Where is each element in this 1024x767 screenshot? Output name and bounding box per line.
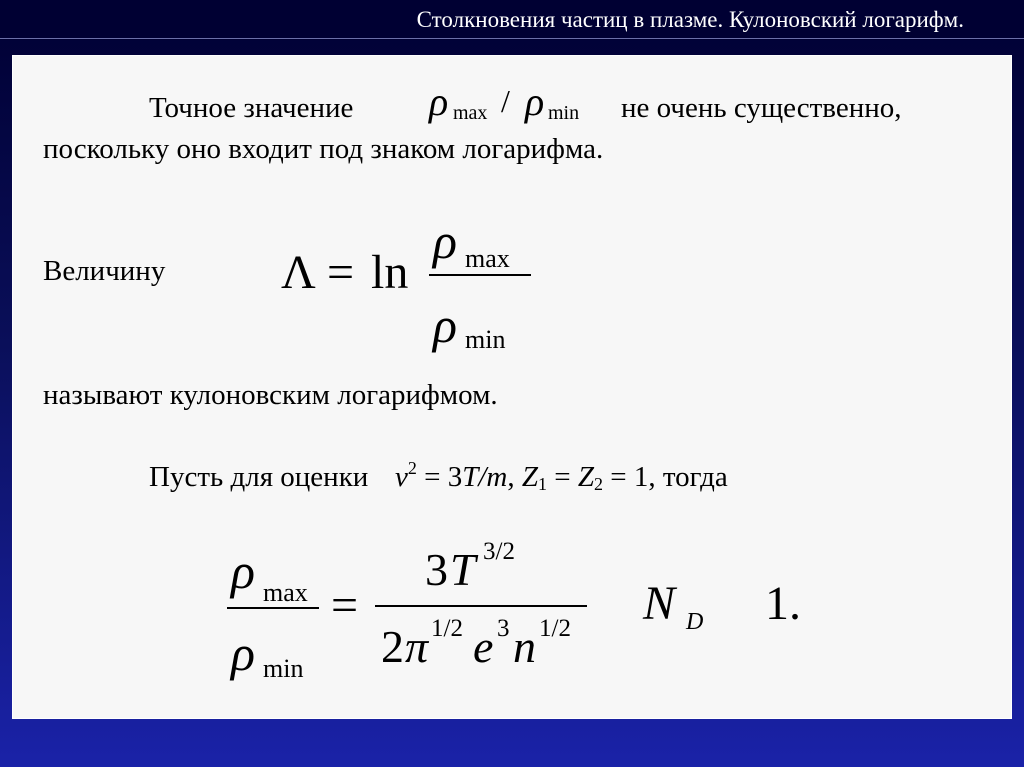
paragraph1-line1-start: Точное значение <box>149 92 354 124</box>
formula-rhs-fraction-bar <box>375 605 587 607</box>
formula-den-n: n <box>513 621 536 672</box>
formula-lhs-fraction-bar <box>227 607 319 609</box>
paragraph3-expression <box>395 458 728 494</box>
lambda-den-sub: min <box>465 325 506 354</box>
slash-m: /m <box>478 461 508 493</box>
lambda-fraction-bar <box>429 274 531 276</box>
eq3: = 1, тогда <box>610 461 728 493</box>
Z2-symbol: Z <box>577 461 595 493</box>
paragraph2-label: Величину <box>43 255 166 287</box>
v-exponent: 2 <box>407 458 417 478</box>
comma1: , <box>507 461 515 493</box>
formula-lhs-num-rho: ρ <box>231 543 255 599</box>
lambda-num-rho: ρ <box>433 213 457 269</box>
Z2-subscript: 2 <box>594 474 604 494</box>
ratio-slash: / <box>501 83 510 119</box>
paragraph2-after: называют кулоновским логарифмом. <box>43 379 498 411</box>
slide-title: Столкновения частиц в плазме. Кулоновский логарифм. <box>416 7 964 32</box>
formula-num-T: T <box>450 544 476 595</box>
lambda-den-rho: ρ <box>433 297 457 353</box>
ratio-denominator-rho: ρ <box>525 79 545 124</box>
eq1: = 3 <box>424 461 463 493</box>
paragraph1-line2: поскольку оно входит под знаком логарифма. <box>43 133 604 165</box>
paragraph3-prefix: Пусть для оценки <box>149 461 369 493</box>
title-divider <box>0 38 1024 39</box>
title-bar <box>0 0 1024 40</box>
formula-lhs-num-sub: max <box>263 578 308 607</box>
paragraph1-line1-end: не очень существенно, <box>621 92 902 124</box>
bottom-strip <box>0 723 1024 767</box>
slide-content-panel <box>12 55 1012 719</box>
eq2: = <box>554 461 571 493</box>
formula-num-coef: 3 <box>425 544 448 595</box>
formula-lhs-den-rho: ρ <box>231 625 255 681</box>
formula-ND-sub: D <box>686 609 704 635</box>
v-symbol: v <box>395 461 408 493</box>
ratio-numerator-sub: max <box>453 102 488 124</box>
lambda-equals: = <box>327 246 355 299</box>
formula-den-e-exp: 3 <box>497 615 510 642</box>
lambda-symbol: Λ <box>281 246 316 299</box>
ratio-denominator-sub: min <box>548 102 580 124</box>
ratio-numerator-rho: ρ <box>429 79 449 124</box>
lambda-num-sub: max <box>465 244 510 273</box>
formula-ND: N <box>643 577 676 630</box>
ln-operator: ln <box>371 246 409 299</box>
formula-den-n-exp: 1/2 <box>539 615 571 642</box>
Z1-subscript: 1 <box>538 474 548 494</box>
formula-tail: 1. <box>765 577 801 630</box>
T-symbol: T <box>462 461 479 493</box>
formula-den-e: e <box>473 621 494 672</box>
formula-den-pi: π <box>405 621 429 672</box>
formula-num-exp: 3/2 <box>483 538 515 565</box>
formula-den-pi-exp: 1/2 <box>431 615 463 642</box>
Z1-symbol: Z <box>521 461 539 493</box>
formula-lhs-den-sub: min <box>263 654 304 683</box>
formula-equals: = <box>331 579 359 632</box>
formula-den-coef: 2 <box>381 621 404 672</box>
